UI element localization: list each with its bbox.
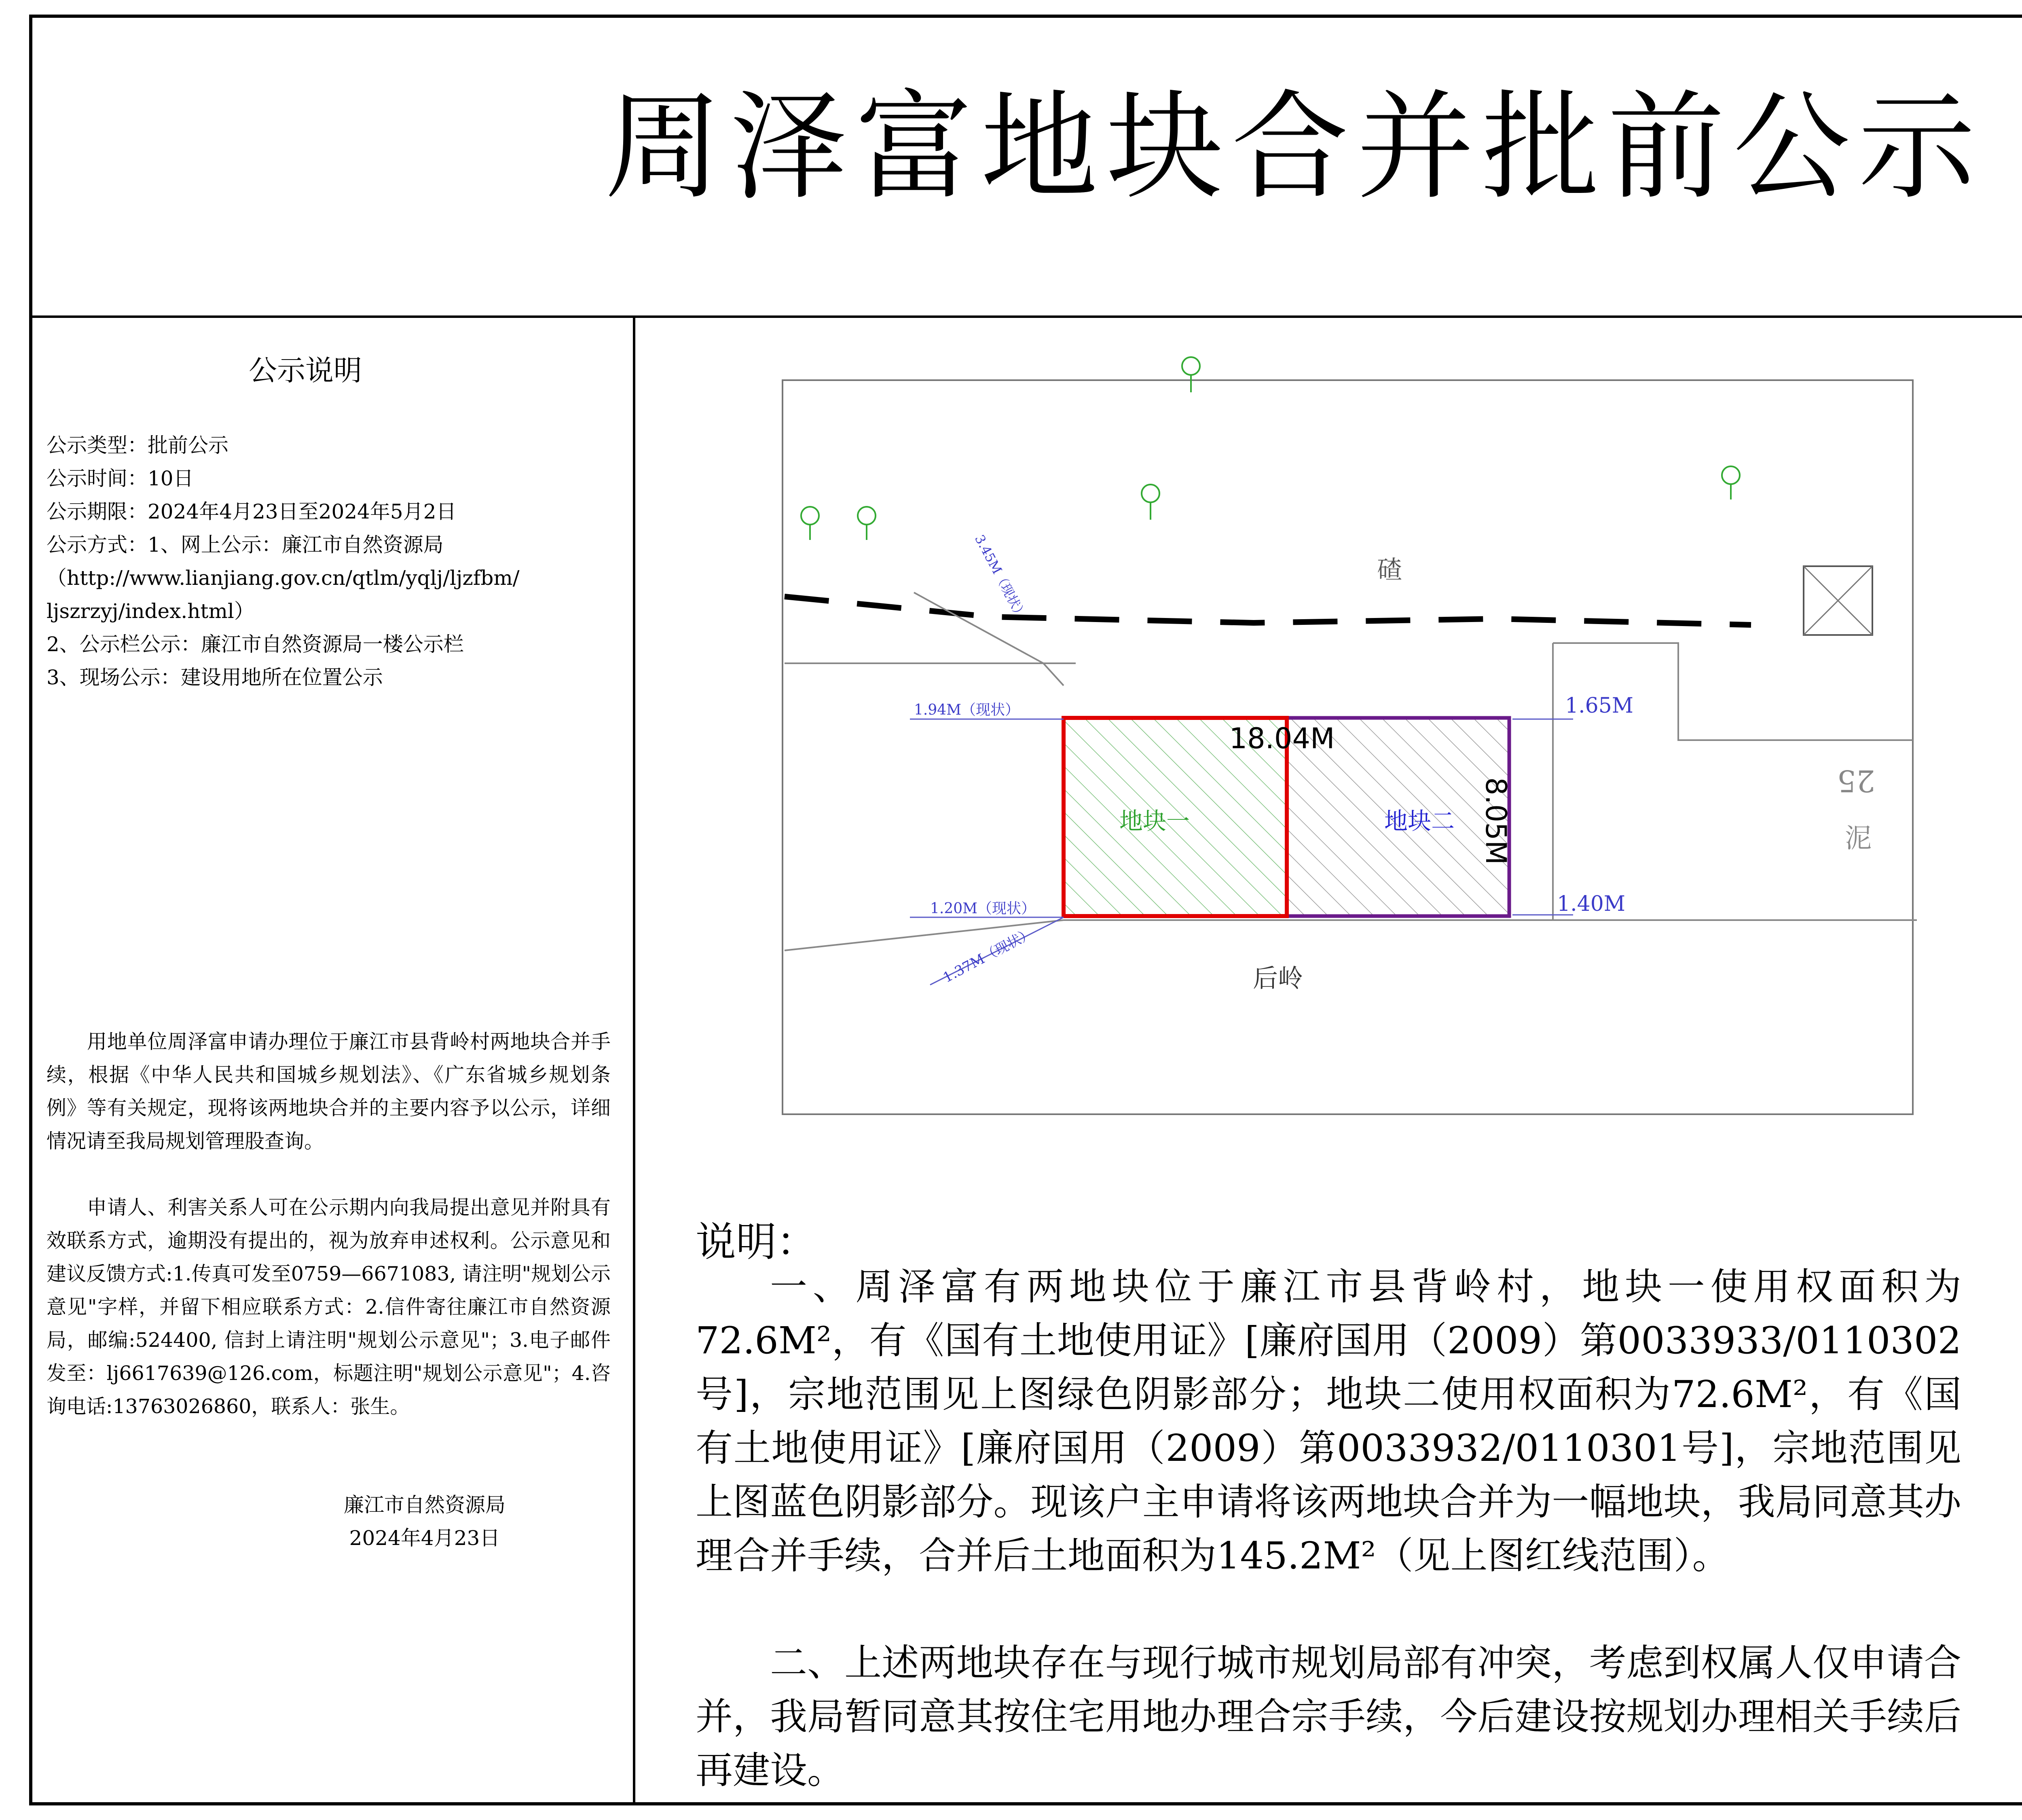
tree-symbols [801, 357, 1740, 540]
map-road-north: 碴 [1377, 555, 1402, 584]
dim-sw1: 1.20M（现状） [930, 900, 1036, 917]
map-east-char: 泥 [1845, 823, 1872, 854]
height-dimension: 8.05M [1479, 777, 1512, 865]
dim-ne: 1.65M [1565, 694, 1634, 718]
notice-paragraph-1: 用地单位周泽富申请办理位于廉江市县背岭村两地块合并手续，根据《中华人民共和国城乡规划法》、《广东省城乡规划条例》等有关规定，现将该两地块合并的主要内容予以公示，详细情况请至我局规划管理股查询。 [47, 1030, 611, 1153]
notice-paragraph-2: 申请人、利害关系人可在公示期内向我局提出意见并附具有效联系方式，逾期没有提出的，视为放弃申述权利。公示意见和建议反馈方式:1.传真可发至0759—6671083, 请注明"规划公示意见"字样，并留下相应联系方式：2.信件寄往廉江市自然资源局，邮编:524400, 信封上请注明"规划公示意见"；3.电子邮件发至：lj6617639@126.com，标题注明"规划公示意见"；4.咨询电话:13763026860，联系人：张生。 [47, 1196, 611, 1418]
left-column-divider [633, 315, 635, 1805]
page-title: 周泽富地块合并批前公示 [605, 79, 1984, 216]
dim-nw: 1.94M（现状） [914, 702, 1020, 718]
notice-type: 公示类型：批前公示 [47, 434, 228, 457]
parcel-one-label: 地块一 [1119, 807, 1190, 835]
notice-heading: 公示说明 [249, 354, 362, 387]
notice-method: 公示方式：1、网上公示：廉江市自然资源局 [47, 533, 444, 557]
signature-date: 2024年4月23日 [349, 1526, 500, 1550]
notice-url-2: ljszrzyj/index.html） [47, 599, 254, 623]
description-heading: 说明： [696, 1218, 817, 1266]
map-east-number: 25 [1837, 763, 1876, 798]
notice-site: 3、现场公示：建设用地所在位置公示 [47, 666, 383, 689]
signature-org: 廉江市自然资源局 [344, 1493, 506, 1517]
map-road-south: 后岭 [1252, 963, 1303, 993]
notice-period: 公示期限：2024年4月23日至2024年5月2日 [47, 500, 457, 523]
dim-sw2: 1.37M（现状） [940, 925, 1036, 986]
width-dimension: 18.04M [1229, 722, 1335, 755]
notice-time: 公示时间：10日 [47, 467, 194, 490]
parcel-two-label: 地块二 [1384, 807, 1455, 835]
description-paragraph-2: 二、上述两地块存在与现行城市规划局部有冲突，考虑到权属人仅申请合并，我局暂同意其按住宅用地办理合宗手续，今后建设按规划办理相关手续后再建设。 [696, 1641, 1961, 1792]
description-paragraph-1: 一、周泽富有两地块位于廉江市县背岭村，地块一使用权面积为72.6M²，有《国有土地使用证》[廉府国用（2009）第0033933/0110302号]，宗地范围见上图绿色阴影部分；地块二使用权面积为72.6M²，有《国有土地使用证》[廉府国用（2009）第0033932/0110301号]，宗地范围见上图蓝色阴影部分。现该户主申请将该两地块合并为一幅地块，我局同意其办理合并手续，合并后土地面积为145.2M²（见上图红线范围）。 [696, 1265, 1961, 1577]
notice-board: 2、公示栏公示：廉江市自然资源局一楼公示栏 [47, 633, 464, 656]
site-map [636, 318, 2022, 1191]
dim-diag: 3.45M（现状） [971, 532, 1030, 622]
dim-se: 1.40M [1557, 892, 1626, 916]
notice-url-1: （http://www.lianjiang.gov.cn/qtlm/yqlj/ljzfbm/ [47, 566, 520, 590]
